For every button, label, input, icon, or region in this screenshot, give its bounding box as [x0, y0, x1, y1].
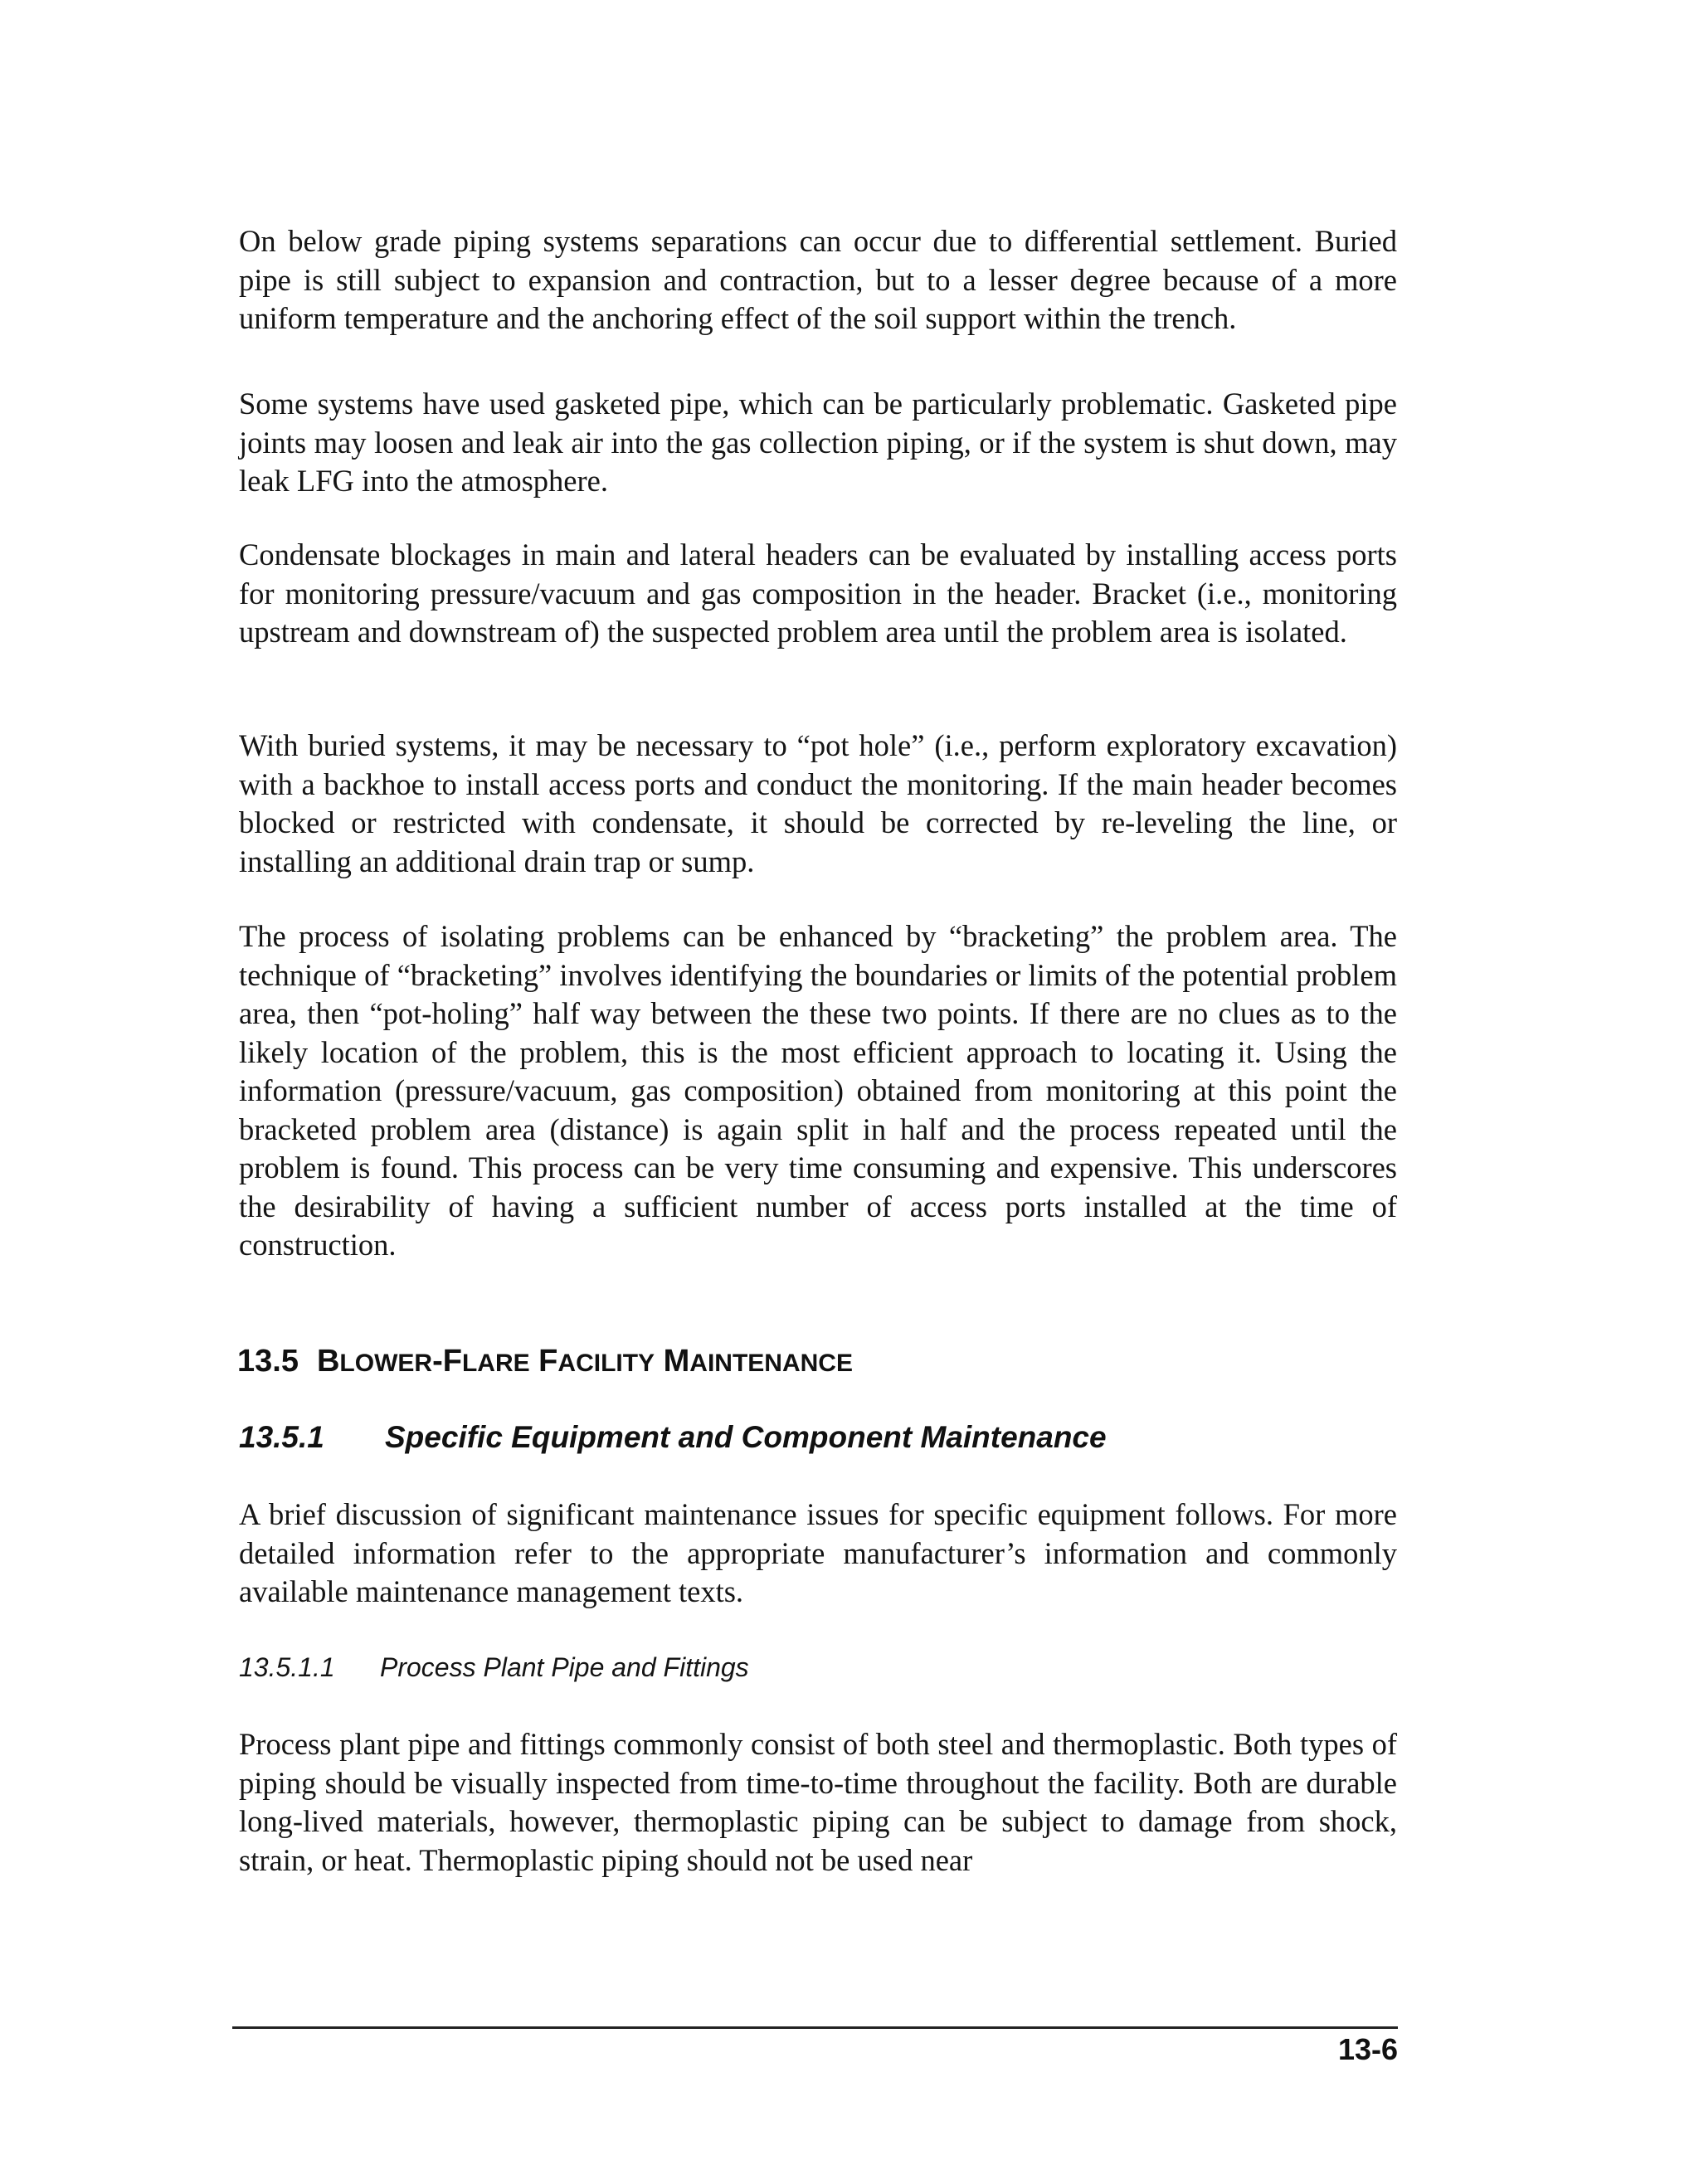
paragraph-bracketing: The process of isolating problems can be enhanced by “bracketing” the problem area. The technique of “bracketing” involves identifying the boundaries or limits of the potential problem area, then “pot-holing” half way between the these two points. If there are no clues as to the likely location of the problem, this is the most efficient approach to locating it. Using the information (pressure/vacuum, gas composition) obtained from monitoring at this point the bracketed problem area (distance) is again split in half and the process repeated until the problem is found. This process can be very time consuming and expensive. This underscores the desirability of having a sufficient number of access ports installed at the time of construction.	[239, 919, 1397, 1262]
paragraph-below-grade-piping: On below grade piping systems separations can occur due to differential settlement. Buried pipe is still subject to expansion and contraction, but to a lesser degree because of a more uniform temperature and the anchoring effect of the soil support within the trench.	[239, 224, 1397, 335]
paragraph-gasketed-pipe: Some systems have used gasketed pipe, which can be particularly problematic. Gasketed pipe joints may loosen and leak air into the gas collection piping, or if the system is shut down, may leak LFG into the atmosphere.	[239, 387, 1397, 498]
subsection-heading	[239, 1418, 1107, 1457]
subsubsection-number: 13.5.1.1	[239, 1652, 335, 1682]
paragraph-condensate-blockages: Condensate blockages in main and lateral headers can be evaluated by installing access ports for monitoring pressure/vacuum and gas composition in the header. Bracket (i.e., monitoring upstream and downstream of) the suspected problem area until the problem area is isolated.	[239, 537, 1397, 649]
subsubsection-title: Process Plant Pipe and Fittings	[380, 1652, 749, 1682]
page-number: 13-6	[1337, 2032, 1398, 2066]
paragraph-maintenance-intro: A brief discussion of significant maintenance issues for specific equipment follows. For more detailed information refer to the appropriate manufacturer’s information and commonly available maintenance management texts.	[239, 1497, 1397, 1608]
paragraph-buried-systems: With buried systems, it may be necessary to “pot hole” (i.e., perform exploratory excavation) with a backhoe to install access ports and conduct the monitoring. If the main header becomes blocked or restricted with condensate, it should be corrected by re-leveling the line, or installing an additional drain trap or sump.	[239, 728, 1397, 878]
subsection-title: Specific Equipment and Component Maintenance	[385, 1420, 1107, 1454]
section-heading	[237, 1342, 853, 1383]
subsection-number: 13.5.1	[239, 1420, 324, 1454]
section-number: 13.5	[237, 1344, 299, 1379]
footer-divider	[232, 2026, 1398, 2029]
paragraph-process-plant-pipe: Process plant pipe and fittings commonly consist of both steel and thermoplastic. Both types of piping should be visually inspected from time-to-time throughout the facility. Both are durable long-lived materials, however, thermoplastic piping can be subject to damage from shock, strain, or heat. Thermoplastic piping should not be used near	[239, 1727, 1397, 1877]
subsubsection-heading	[239, 1649, 749, 1685]
section-title: BLOWER-FLARE FACILITY MAINTENANCE	[316, 1344, 853, 1379]
